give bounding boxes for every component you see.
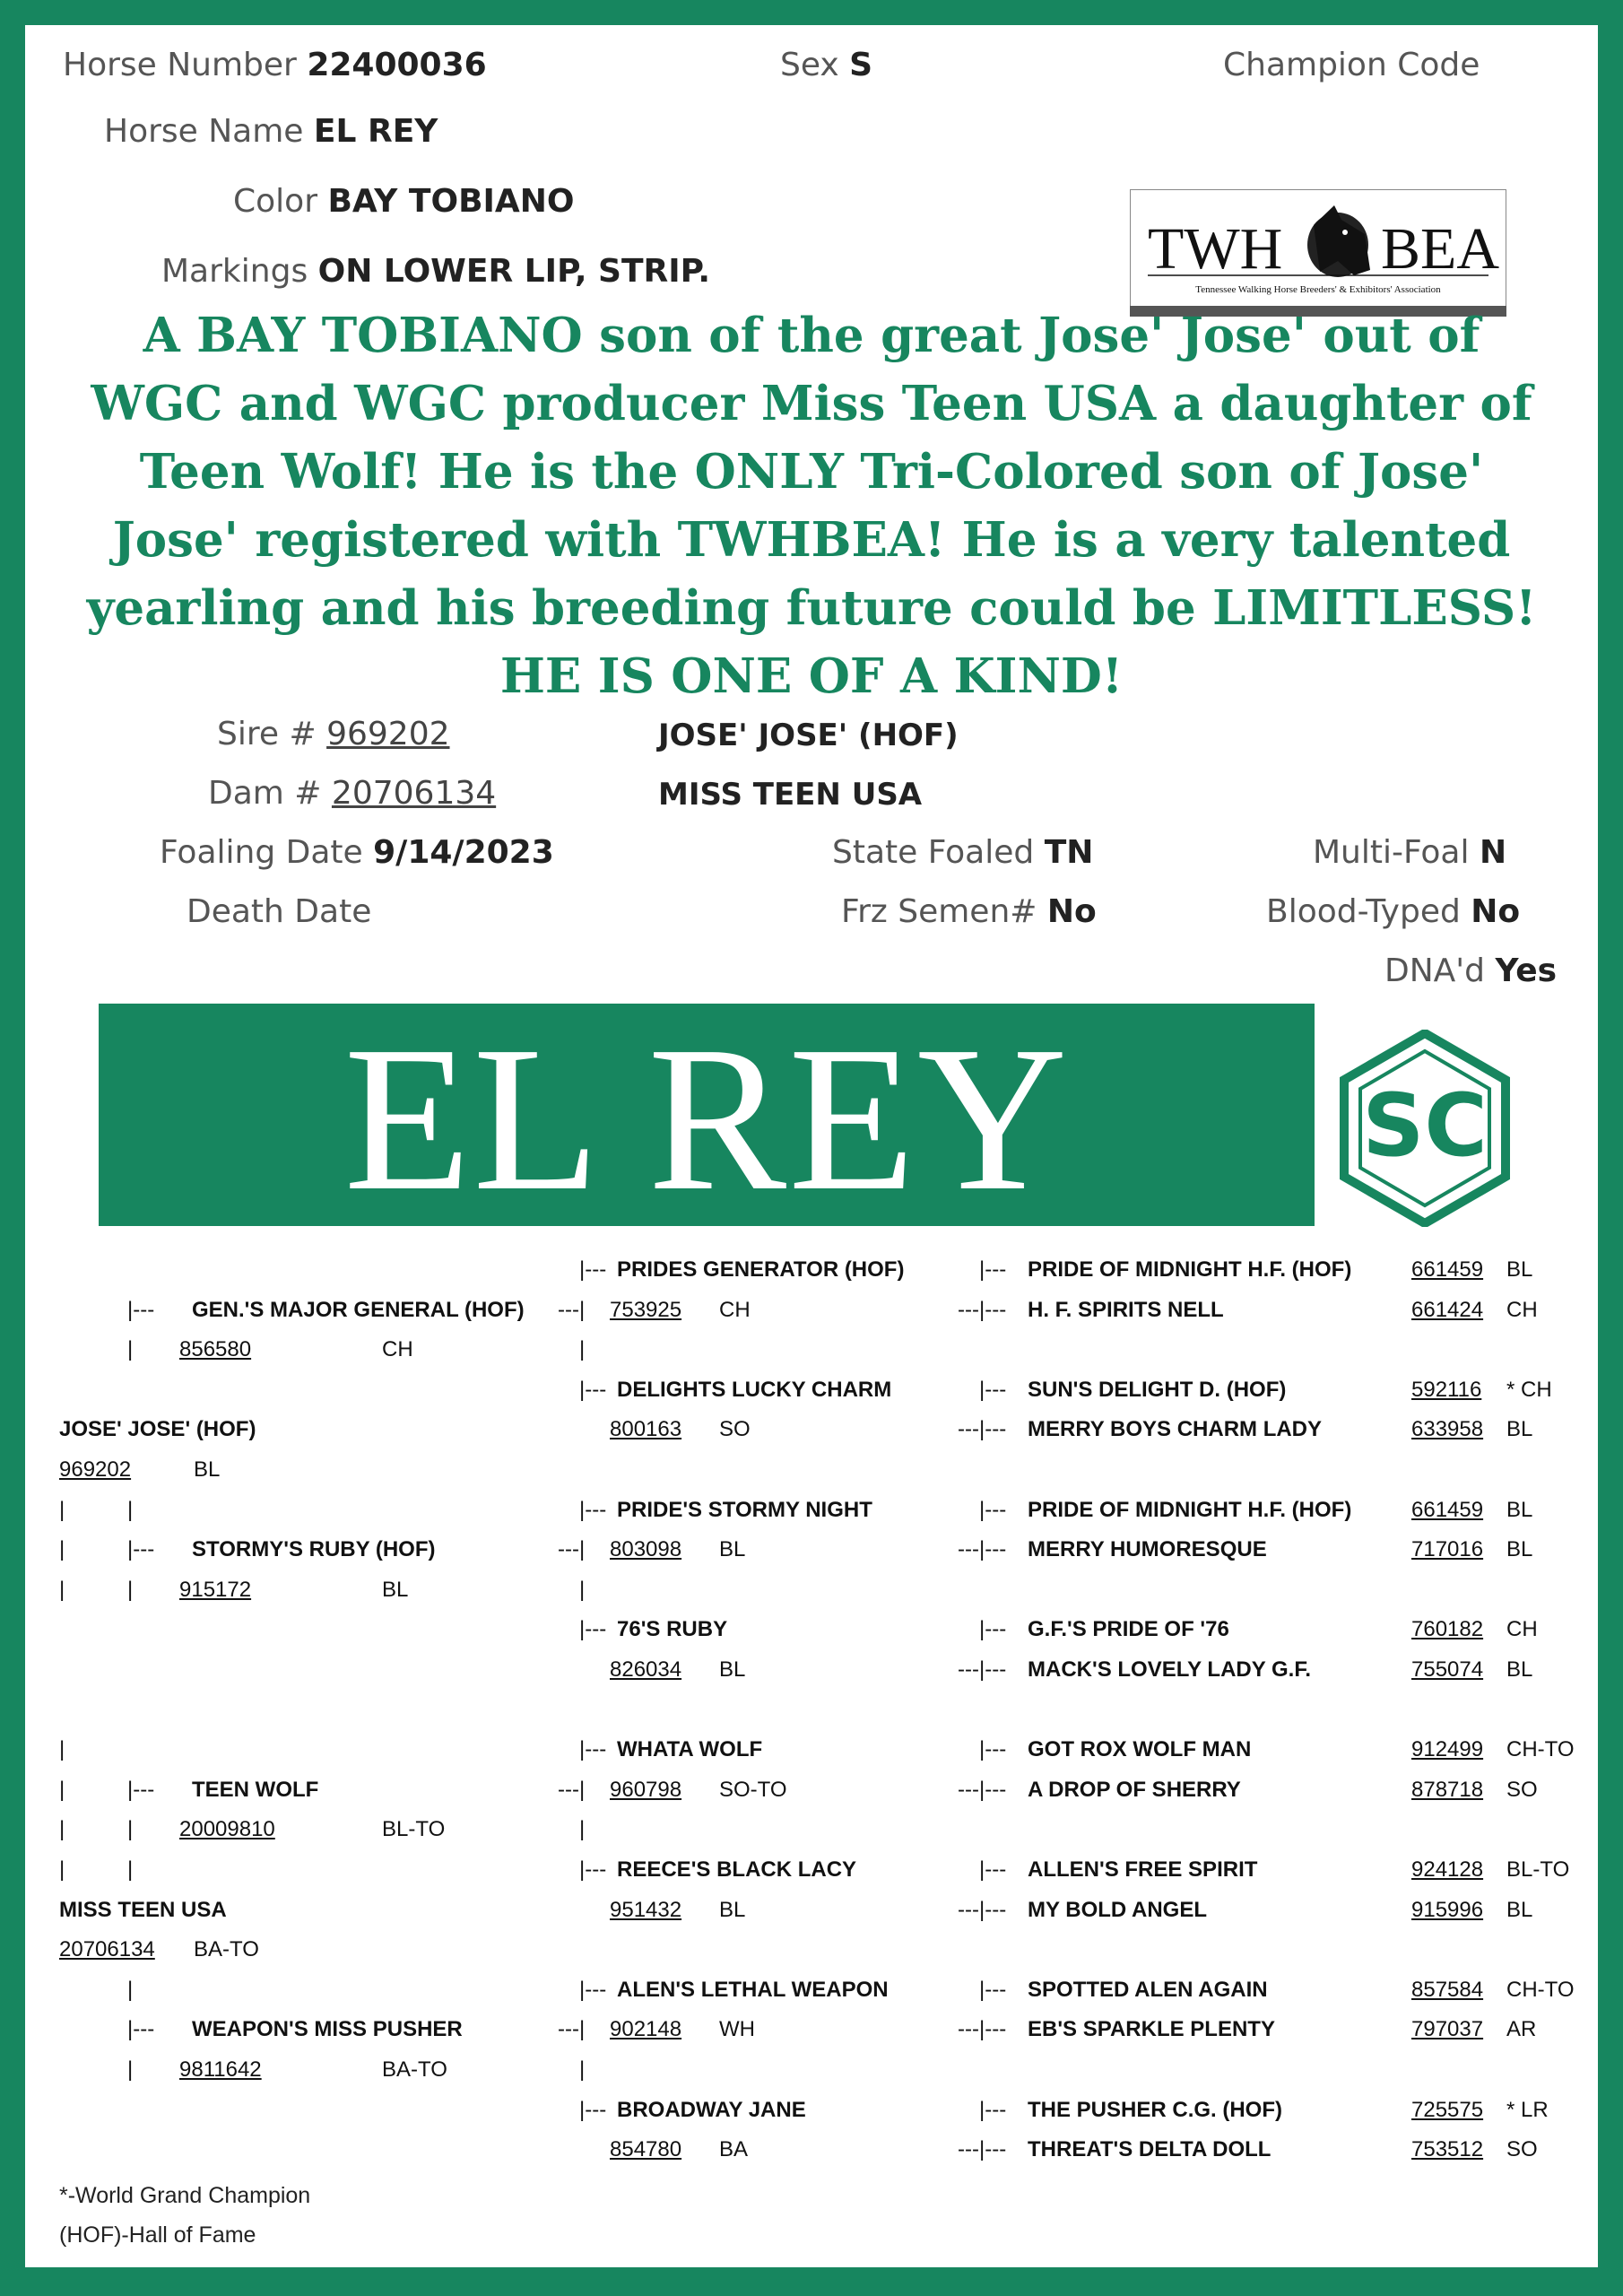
registration-number-link[interactable]: 857584	[1411, 1977, 1484, 2002]
registration-number-link[interactable]: 753925	[610, 1297, 682, 1322]
pedigree-connector: |---	[979, 1857, 1007, 1882]
champion-code-field	[1223, 47, 1480, 83]
pedigree-connector: |	[579, 1817, 586, 1842]
gen4-horse-name: EB'S SPARKLE PLENTY	[1028, 2017, 1275, 2042]
pedigree-connector: |	[579, 1577, 586, 1602]
gen4-horse-name: PRIDE OF MIDNIGHT H.F. (HOF)	[1028, 1257, 1352, 1282]
gen2-horse-name: WEAPON'S MISS PUSHER	[192, 2017, 463, 2042]
pedigree-connector: |---	[579, 1857, 607, 1882]
registration-number-link[interactable]: 661424	[1411, 1297, 1484, 1322]
pedigree-connector: ---|---	[958, 2137, 1007, 2162]
pedigree-connector: ---|---	[958, 1657, 1007, 1682]
markings-label: Markings	[161, 253, 308, 290]
horse-color-code: BL	[194, 1457, 221, 1482]
gen4-horse-name: G.F.'S PRIDE OF '76	[1028, 1617, 1229, 1642]
registration-number-link[interactable]: 854780	[610, 2137, 682, 2162]
legend-hof: (HOF)-Hall of Fame	[59, 2222, 256, 2248]
registration-number-link[interactable]: 9811642	[179, 2057, 262, 2082]
horse-color-code: BL	[1506, 1537, 1533, 1562]
pedigree-connector: ---|---	[958, 1897, 1007, 1922]
markings-value: ON LOWER LIP, STRIP.	[317, 253, 711, 290]
dam-number-link[interactable]: 20706134	[331, 775, 497, 812]
gen4-horse-name: SUN'S DELIGHT D. (HOF)	[1028, 1377, 1287, 1402]
pedigree-connector: |	[59, 1577, 65, 1602]
sire-number-link[interactable]: 969202	[326, 716, 450, 752]
horse-color-code: BL	[719, 1897, 746, 1922]
pedigree-connector: |	[59, 1817, 65, 1842]
registration-number-link[interactable]: 951432	[610, 1897, 682, 1922]
horse-color-code: CH-TO	[1506, 1737, 1575, 1762]
pedigree-connector: ---|	[558, 2017, 586, 2042]
pedigree-connector: ---|---	[958, 1777, 1007, 1802]
registration-number-link[interactable]: 826034	[610, 1657, 682, 1682]
registration-number-link[interactable]: 20009810	[179, 1817, 275, 1842]
sire-label: Sire #	[217, 716, 317, 752]
horse-color-code: WH	[719, 2017, 755, 2042]
sex-label: Sex	[780, 47, 839, 83]
pedigree-connector: |	[127, 1977, 134, 2002]
horse-color-code: BL	[1506, 1897, 1533, 1922]
registration-number-link[interactable]: 960798	[610, 1777, 682, 1802]
registration-number-link[interactable]: 800163	[610, 1417, 682, 1442]
pedigree-connector: |---	[127, 1297, 155, 1322]
horse-color-code: * LR	[1506, 2097, 1549, 2122]
gen2-horse-name: TEEN WOLF	[192, 1777, 319, 1802]
gen3-horse-name: PRIDES GENERATOR (HOF)	[617, 1257, 905, 1282]
pedigree-connector: |---	[979, 1977, 1007, 2002]
horse-color-code: BA-TO	[382, 2057, 447, 2082]
pedigree-connector: |	[127, 1497, 134, 1522]
pedigree-connector: |---	[127, 1777, 155, 1802]
horse-color-code: BL-TO	[382, 1817, 446, 1842]
markings-field	[161, 253, 710, 290]
registration-number-link[interactable]: 878718	[1411, 1777, 1484, 1802]
sire-name: JOSE' JOSE' (HOF)	[658, 718, 959, 753]
pedigree-connector: |	[59, 1857, 65, 1882]
color-field	[233, 183, 575, 220]
pedigree-connector: ---|---	[958, 1537, 1007, 1562]
gen4-horse-name: THREAT'S DELTA DOLL	[1028, 2137, 1271, 2162]
horse-color-code: BL	[1506, 1417, 1533, 1442]
blurb-line: yearling and his breeding future could be LIMITLESS!	[86, 580, 1537, 636]
horse-color-code: BL-TO	[1506, 1857, 1570, 1882]
pedigree-connector: |---	[979, 1257, 1007, 1282]
gen4-horse-name: A DROP OF SHERRY	[1028, 1777, 1241, 1802]
pedigree-connector: |---	[127, 2017, 155, 2042]
pedigree-connector: |---	[579, 1257, 607, 1282]
banner-title: EL REY	[343, 1004, 1070, 1234]
sex-value: S	[849, 47, 873, 83]
pedigree-connector: |---	[979, 1737, 1007, 1762]
pedigree-connector: ---|	[558, 1777, 586, 1802]
horse-color-code: BL	[719, 1537, 746, 1562]
svg-text:TWH: TWH	[1148, 216, 1283, 282]
horse-color-code: CH	[382, 1337, 413, 1362]
registration-number-link[interactable]: 797037	[1411, 2017, 1484, 2042]
blurb-line: Teen Wolf! He is the ONLY Tri-Colored son of Jose'	[139, 444, 1484, 500]
pedigree-connector: |---	[579, 1377, 607, 1402]
gen1-horse-name: JOSE' JOSE' (HOF)	[59, 1417, 256, 1442]
gen3-horse-name: DELIGHTS LUCKY CHARM	[617, 1377, 892, 1402]
pedigree-connector: |	[59, 1737, 65, 1762]
pedigree-connector: ---|---	[958, 1297, 1007, 1322]
registration-number-link[interactable]: 661459	[1411, 1257, 1484, 1282]
horse-number-field	[63, 47, 487, 83]
pedigree-connector: |	[579, 1337, 586, 1362]
pedigree-connector: ---|	[558, 1537, 586, 1562]
registration-number-link[interactable]: 915172	[179, 1577, 252, 1602]
blurb-line: HE IS ONE OF A KIND!	[499, 648, 1124, 704]
gen4-horse-name: ALLEN'S FREE SPIRIT	[1028, 1857, 1258, 1882]
horse-color-code: BL	[382, 1577, 409, 1602]
dam-field	[208, 775, 496, 812]
registration-number-link[interactable]: 661459	[1411, 1497, 1484, 1522]
gen3-horse-name: BROADWAY JANE	[617, 2097, 806, 2122]
gen4-horse-name: MACK'S LOVELY LADY G.F.	[1028, 1657, 1311, 1682]
registration-number-link[interactable]: 755074	[1411, 1657, 1484, 1682]
horse-color-code: BL	[1506, 1657, 1533, 1682]
registration-number-link[interactable]: 753512	[1411, 2137, 1484, 2162]
horse-color-code: SO	[719, 1417, 751, 1442]
pedigree-connector: |---	[579, 1737, 607, 1762]
horse-color-code: AR	[1506, 2017, 1537, 2042]
pedigree-connector: |---	[127, 1537, 155, 1562]
gen3-horse-name: PRIDE'S STORMY NIGHT	[617, 1497, 872, 1522]
svg-text:SC: SC	[1362, 1075, 1488, 1176]
gen4-horse-name: PRIDE OF MIDNIGHT H.F. (HOF)	[1028, 1497, 1352, 1522]
pedigree-connector: |---	[979, 1497, 1007, 1522]
champion-code-label: Champion Code	[1223, 47, 1480, 83]
registration-number-link[interactable]: 924128	[1411, 1857, 1484, 1882]
legend-wgc: *-World Grand Champion	[59, 2183, 311, 2208]
pedigree-connector: |---	[979, 1377, 1007, 1402]
horse-color-code: BL	[1506, 1257, 1533, 1282]
gen2-horse-name: STORMY'S RUBY (HOF)	[192, 1537, 436, 1562]
blurb-line: Jose' registered with TWHBEA! He is a very talented	[112, 512, 1511, 568]
pedigree-connector: |	[59, 1777, 65, 1802]
registration-number-link[interactable]: 725575	[1411, 2097, 1484, 2122]
horse-color-code: SO	[1506, 1777, 1538, 1802]
registration-number-link[interactable]: 803098	[610, 1537, 682, 1562]
promo-blurb	[43, 301, 1580, 710]
pedigree-connector: |	[59, 1537, 65, 1562]
horse-color-code: SO	[1506, 2137, 1538, 2162]
pedigree-connector: |	[127, 2057, 134, 2082]
horse-name-value: EL REY	[313, 113, 438, 150]
multi-foal-field: Multi-Foal N	[1313, 834, 1507, 871]
horse-color-code: CH	[1506, 1617, 1538, 1642]
gen4-horse-name: MY BOLD ANGEL	[1028, 1897, 1208, 1922]
horse-color-code: BL	[719, 1657, 746, 1682]
gen4-horse-name: GOT ROX WOLF MAN	[1028, 1737, 1252, 1762]
registration-number-link[interactable]: 902148	[610, 2017, 682, 2042]
horse-color-code: * CH	[1506, 1377, 1552, 1402]
gen3-horse-name: ALEN'S LETHAL WEAPON	[617, 1977, 889, 2002]
frz-semen-field: Frz Semen# No	[841, 893, 1097, 930]
svg-text:BEA: BEA	[1381, 216, 1499, 282]
registration-number-link[interactable]: 915996	[1411, 1897, 1484, 1922]
blurb-line: WGC and WGC producer Miss Teen USA a daughter of	[91, 376, 1532, 431]
horse-number-label: Horse Number	[63, 47, 297, 83]
twhbea-logo	[1130, 189, 1506, 317]
pedigree-connector: |---	[579, 1497, 607, 1522]
registration-number-link[interactable]: 20706134	[59, 1937, 155, 1962]
registration-number-link[interactable]: 912499	[1411, 1737, 1484, 1762]
pedigree-connector: |---	[579, 1977, 607, 2002]
svg-text:Tennessee Walking Horse Breede: Tennessee Walking Horse Breeders' & Exhibitors' Association	[1195, 284, 1441, 295]
pedigree-connector: |	[59, 1497, 65, 1522]
sire-field	[217, 716, 450, 752]
dnad-field: DNA'd Yes	[1384, 952, 1558, 989]
gen4-horse-name: H. F. SPIRITS NELL	[1028, 1297, 1224, 1322]
horse-color-code: BL	[1506, 1497, 1533, 1522]
registration-number-link[interactable]: 592116	[1411, 1377, 1482, 1402]
gen4-horse-name: SPOTTED ALEN AGAIN	[1028, 1977, 1268, 2002]
dam-label: Dam #	[208, 775, 322, 812]
horse-color-code: CH	[719, 1297, 751, 1322]
horse-color-code: BA-TO	[194, 1937, 259, 1962]
gen4-horse-name: THE PUSHER C.G. (HOF)	[1028, 2097, 1283, 2122]
pedigree-connector: ---|	[558, 1297, 586, 1322]
horse-color-code: CH-TO	[1506, 1977, 1575, 2002]
pedigree-connector: |	[127, 1817, 134, 1842]
color-value: BAY TOBIANO	[327, 183, 575, 220]
state-foaled-field: State Foaled TN	[832, 834, 1094, 871]
registration-number-link[interactable]: 856580	[179, 1337, 252, 1362]
pedigree-connector: |---	[579, 2097, 607, 2122]
registration-number-link[interactable]: 633958	[1411, 1417, 1484, 1442]
horse-name-label: Horse Name	[104, 113, 304, 150]
color-label: Color	[233, 183, 317, 220]
pedigree-connector: ---|---	[958, 1417, 1007, 1442]
blood-typed-field: Blood-Typed No	[1266, 893, 1521, 930]
death-date-field: Death Date	[187, 893, 372, 930]
gen3-horse-name: REECE'S BLACK LACY	[617, 1857, 857, 1882]
sex-field	[780, 47, 872, 83]
gen2-horse-name: GEN.'S MAJOR GENERAL (HOF)	[192, 1297, 525, 1322]
horse-number-value: 22400036	[307, 47, 487, 83]
pedigree-connector: |	[579, 2057, 586, 2082]
horse-name-field	[104, 113, 438, 150]
gen3-horse-name: WHATA WOLF	[617, 1737, 763, 1762]
gen1-horse-name: MISS TEEN USA	[59, 1897, 227, 1922]
horse-color-code: SO-TO	[719, 1777, 787, 1802]
horse-color-code: BA	[719, 2137, 749, 2162]
registration-sheet	[25, 25, 1598, 2267]
foaling-date-field: Foaling Date 9/14/2023	[160, 834, 554, 871]
registration-number-link[interactable]: 760182	[1411, 1617, 1484, 1642]
gen4-horse-name: MERRY BOYS CHARM LADY	[1028, 1417, 1323, 1442]
pedigree-connector: ---|---	[958, 2017, 1007, 2042]
horse-color-code: CH	[1506, 1297, 1538, 1322]
dam-name: MISS TEEN USA	[658, 777, 923, 813]
pedigree-connector: |---	[979, 1617, 1007, 1642]
pedigree-connector: |	[127, 1857, 134, 1882]
pedigree-connector: |	[127, 1337, 134, 1362]
registration-number-link[interactable]: 969202	[59, 1457, 132, 1482]
pedigree-connector: |	[127, 1577, 134, 1602]
pedigree-connector: |---	[579, 1617, 607, 1642]
blurb-line: A BAY TOBIANO son of the great Jose' Jose' out of	[143, 308, 1480, 363]
name-banner	[99, 1004, 1315, 1234]
gen4-horse-name: MERRY HUMORESQUE	[1028, 1537, 1267, 1562]
gen3-horse-name: 76'S RUBY	[617, 1617, 728, 1642]
sc-logo-icon	[1339, 1030, 1511, 1227]
pedigree-connector: |---	[979, 2097, 1007, 2122]
registration-number-link[interactable]: 717016	[1411, 1537, 1484, 1562]
